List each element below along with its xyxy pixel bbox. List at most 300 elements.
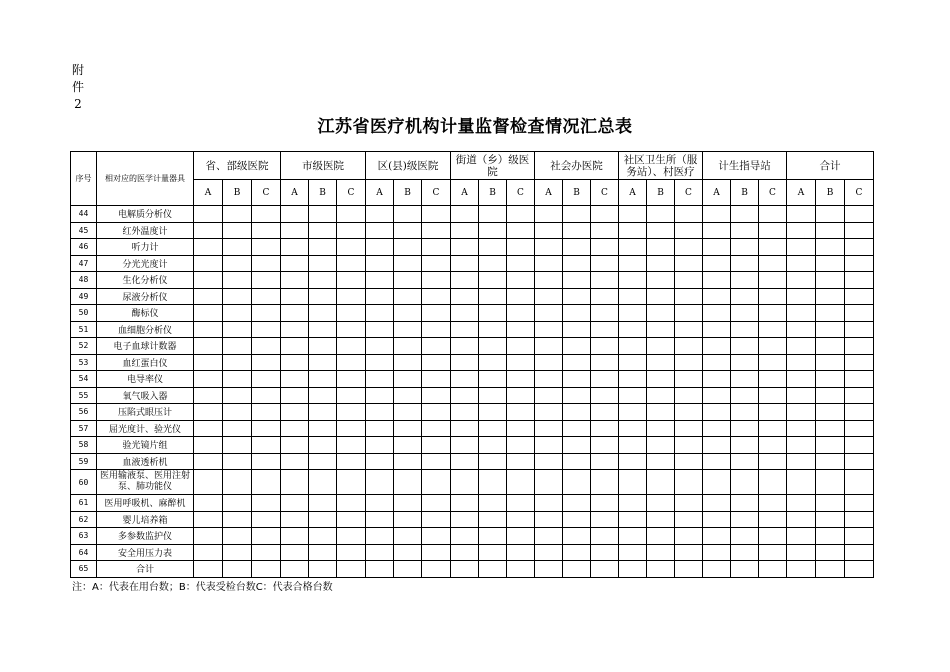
data-cell[interactable] bbox=[619, 206, 647, 223]
data-cell[interactable] bbox=[731, 420, 759, 437]
data-cell[interactable] bbox=[451, 528, 479, 545]
data-cell[interactable] bbox=[309, 528, 337, 545]
data-cell[interactable] bbox=[535, 206, 563, 223]
data-cell[interactable] bbox=[337, 511, 366, 528]
data-cell[interactable] bbox=[703, 255, 731, 272]
data-cell[interactable] bbox=[194, 239, 223, 256]
data-cell[interactable] bbox=[845, 404, 874, 421]
data-cell[interactable] bbox=[479, 305, 507, 322]
data-cell[interactable] bbox=[422, 561, 451, 578]
data-cell[interactable] bbox=[223, 387, 252, 404]
data-cell[interactable] bbox=[479, 404, 507, 421]
data-cell[interactable] bbox=[394, 321, 422, 338]
data-cell[interactable] bbox=[591, 255, 619, 272]
data-cell[interactable] bbox=[535, 470, 563, 495]
data-cell[interactable] bbox=[194, 371, 223, 388]
data-cell[interactable] bbox=[731, 255, 759, 272]
data-cell[interactable] bbox=[337, 305, 366, 322]
data-cell[interactable] bbox=[422, 387, 451, 404]
data-cell[interactable] bbox=[731, 561, 759, 578]
data-cell[interactable] bbox=[647, 354, 675, 371]
data-cell[interactable] bbox=[731, 321, 759, 338]
data-cell[interactable] bbox=[281, 561, 309, 578]
data-cell[interactable] bbox=[366, 453, 394, 470]
data-cell[interactable] bbox=[281, 453, 309, 470]
data-cell[interactable] bbox=[816, 544, 845, 561]
data-cell[interactable] bbox=[252, 321, 281, 338]
data-cell[interactable] bbox=[451, 255, 479, 272]
data-cell[interactable] bbox=[816, 561, 845, 578]
data-cell[interactable] bbox=[422, 453, 451, 470]
data-cell[interactable] bbox=[675, 544, 703, 561]
data-cell[interactable] bbox=[816, 222, 845, 239]
data-cell[interactable] bbox=[591, 305, 619, 322]
data-cell[interactable] bbox=[337, 453, 366, 470]
data-cell[interactable] bbox=[394, 470, 422, 495]
data-cell[interactable] bbox=[563, 437, 591, 454]
data-cell[interactable] bbox=[563, 371, 591, 388]
data-cell[interactable] bbox=[591, 206, 619, 223]
data-cell[interactable] bbox=[281, 371, 309, 388]
data-cell[interactable] bbox=[563, 222, 591, 239]
data-cell[interactable] bbox=[563, 288, 591, 305]
data-cell[interactable] bbox=[252, 420, 281, 437]
data-cell[interactable] bbox=[194, 561, 223, 578]
data-cell[interactable] bbox=[647, 321, 675, 338]
data-cell[interactable] bbox=[787, 255, 816, 272]
data-cell[interactable] bbox=[281, 544, 309, 561]
data-cell[interactable] bbox=[394, 420, 422, 437]
data-cell[interactable] bbox=[816, 305, 845, 322]
data-cell[interactable] bbox=[394, 544, 422, 561]
data-cell[interactable] bbox=[563, 495, 591, 512]
data-cell[interactable] bbox=[394, 272, 422, 289]
data-cell[interactable] bbox=[281, 404, 309, 421]
data-cell[interactable] bbox=[563, 453, 591, 470]
data-cell[interactable] bbox=[194, 420, 223, 437]
data-cell[interactable] bbox=[451, 239, 479, 256]
data-cell[interactable] bbox=[194, 272, 223, 289]
data-cell[interactable] bbox=[479, 453, 507, 470]
data-cell[interactable] bbox=[675, 206, 703, 223]
data-cell[interactable] bbox=[309, 338, 337, 355]
data-cell[interactable] bbox=[252, 561, 281, 578]
data-cell[interactable] bbox=[422, 222, 451, 239]
data-cell[interactable] bbox=[422, 239, 451, 256]
data-cell[interactable] bbox=[591, 404, 619, 421]
data-cell[interactable] bbox=[816, 255, 845, 272]
data-cell[interactable] bbox=[507, 305, 535, 322]
data-cell[interactable] bbox=[337, 239, 366, 256]
data-cell[interactable] bbox=[816, 453, 845, 470]
data-cell[interactable] bbox=[647, 222, 675, 239]
data-cell[interactable] bbox=[647, 206, 675, 223]
data-cell[interactable] bbox=[731, 528, 759, 545]
data-cell[interactable] bbox=[309, 470, 337, 495]
data-cell[interactable] bbox=[563, 206, 591, 223]
data-cell[interactable] bbox=[366, 272, 394, 289]
data-cell[interactable] bbox=[591, 288, 619, 305]
data-cell[interactable] bbox=[507, 371, 535, 388]
data-cell[interactable] bbox=[507, 272, 535, 289]
data-cell[interactable] bbox=[394, 239, 422, 256]
data-cell[interactable] bbox=[816, 528, 845, 545]
data-cell[interactable] bbox=[309, 305, 337, 322]
data-cell[interactable] bbox=[816, 371, 845, 388]
data-cell[interactable] bbox=[731, 470, 759, 495]
data-cell[interactable] bbox=[703, 288, 731, 305]
data-cell[interactable] bbox=[759, 305, 787, 322]
data-cell[interactable] bbox=[281, 272, 309, 289]
data-cell[interactable] bbox=[194, 437, 223, 454]
data-cell[interactable] bbox=[194, 338, 223, 355]
data-cell[interactable] bbox=[675, 255, 703, 272]
data-cell[interactable] bbox=[394, 561, 422, 578]
data-cell[interactable] bbox=[759, 206, 787, 223]
data-cell[interactable] bbox=[787, 420, 816, 437]
data-cell[interactable] bbox=[535, 272, 563, 289]
data-cell[interactable] bbox=[759, 495, 787, 512]
data-cell[interactable] bbox=[394, 387, 422, 404]
data-cell[interactable] bbox=[647, 387, 675, 404]
data-cell[interactable] bbox=[845, 239, 874, 256]
data-cell[interactable] bbox=[535, 437, 563, 454]
data-cell[interactable] bbox=[759, 470, 787, 495]
data-cell[interactable] bbox=[394, 354, 422, 371]
data-cell[interactable] bbox=[422, 470, 451, 495]
data-cell[interactable] bbox=[675, 354, 703, 371]
data-cell[interactable] bbox=[252, 305, 281, 322]
data-cell[interactable] bbox=[787, 288, 816, 305]
data-cell[interactable] bbox=[703, 437, 731, 454]
data-cell[interactable] bbox=[563, 404, 591, 421]
data-cell[interactable] bbox=[366, 470, 394, 495]
data-cell[interactable] bbox=[422, 528, 451, 545]
data-cell[interactable] bbox=[422, 495, 451, 512]
data-cell[interactable] bbox=[787, 528, 816, 545]
data-cell[interactable] bbox=[194, 321, 223, 338]
data-cell[interactable] bbox=[591, 338, 619, 355]
data-cell[interactable] bbox=[422, 354, 451, 371]
data-cell[interactable] bbox=[845, 387, 874, 404]
data-cell[interactable] bbox=[394, 404, 422, 421]
data-cell[interactable] bbox=[647, 305, 675, 322]
data-cell[interactable] bbox=[281, 288, 309, 305]
data-cell[interactable] bbox=[479, 239, 507, 256]
data-cell[interactable] bbox=[816, 511, 845, 528]
data-cell[interactable] bbox=[675, 272, 703, 289]
data-cell[interactable] bbox=[731, 544, 759, 561]
data-cell[interactable] bbox=[787, 404, 816, 421]
data-cell[interactable] bbox=[703, 528, 731, 545]
data-cell[interactable] bbox=[759, 239, 787, 256]
data-cell[interactable] bbox=[252, 404, 281, 421]
data-cell[interactable] bbox=[422, 338, 451, 355]
data-cell[interactable] bbox=[394, 338, 422, 355]
data-cell[interactable] bbox=[309, 222, 337, 239]
data-cell[interactable] bbox=[252, 288, 281, 305]
data-cell[interactable] bbox=[507, 387, 535, 404]
data-cell[interactable] bbox=[366, 544, 394, 561]
data-cell[interactable] bbox=[194, 354, 223, 371]
data-cell[interactable] bbox=[507, 528, 535, 545]
data-cell[interactable] bbox=[845, 354, 874, 371]
data-cell[interactable] bbox=[787, 371, 816, 388]
data-cell[interactable] bbox=[479, 470, 507, 495]
data-cell[interactable] bbox=[703, 371, 731, 388]
data-cell[interactable] bbox=[507, 288, 535, 305]
data-cell[interactable] bbox=[845, 305, 874, 322]
data-cell[interactable] bbox=[223, 288, 252, 305]
data-cell[interactable] bbox=[281, 206, 309, 223]
data-cell[interactable] bbox=[563, 544, 591, 561]
data-cell[interactable] bbox=[816, 354, 845, 371]
data-cell[interactable] bbox=[451, 470, 479, 495]
data-cell[interactable] bbox=[366, 495, 394, 512]
data-cell[interactable] bbox=[309, 321, 337, 338]
data-cell[interactable] bbox=[787, 544, 816, 561]
data-cell[interactable] bbox=[563, 470, 591, 495]
data-cell[interactable] bbox=[845, 272, 874, 289]
data-cell[interactable] bbox=[422, 420, 451, 437]
data-cell[interactable] bbox=[366, 561, 394, 578]
data-cell[interactable] bbox=[647, 338, 675, 355]
data-cell[interactable] bbox=[759, 338, 787, 355]
data-cell[interactable] bbox=[816, 321, 845, 338]
data-cell[interactable] bbox=[337, 338, 366, 355]
data-cell[interactable] bbox=[759, 437, 787, 454]
data-cell[interactable] bbox=[619, 239, 647, 256]
data-cell[interactable] bbox=[787, 321, 816, 338]
data-cell[interactable] bbox=[223, 255, 252, 272]
data-cell[interactable] bbox=[479, 420, 507, 437]
data-cell[interactable] bbox=[337, 404, 366, 421]
data-cell[interactable] bbox=[845, 338, 874, 355]
data-cell[interactable] bbox=[309, 387, 337, 404]
data-cell[interactable] bbox=[309, 255, 337, 272]
data-cell[interactable] bbox=[366, 338, 394, 355]
data-cell[interactable] bbox=[675, 561, 703, 578]
data-cell[interactable] bbox=[507, 511, 535, 528]
data-cell[interactable] bbox=[366, 371, 394, 388]
data-cell[interactable] bbox=[309, 453, 337, 470]
data-cell[interactable] bbox=[281, 387, 309, 404]
data-cell[interactable] bbox=[816, 272, 845, 289]
data-cell[interactable] bbox=[703, 387, 731, 404]
data-cell[interactable] bbox=[309, 437, 337, 454]
data-cell[interactable] bbox=[281, 321, 309, 338]
data-cell[interactable] bbox=[394, 255, 422, 272]
data-cell[interactable] bbox=[451, 511, 479, 528]
data-cell[interactable] bbox=[759, 255, 787, 272]
data-cell[interactable] bbox=[422, 437, 451, 454]
data-cell[interactable] bbox=[675, 437, 703, 454]
data-cell[interactable] bbox=[281, 255, 309, 272]
data-cell[interactable] bbox=[816, 470, 845, 495]
data-cell[interactable] bbox=[535, 561, 563, 578]
data-cell[interactable] bbox=[845, 511, 874, 528]
data-cell[interactable] bbox=[787, 338, 816, 355]
data-cell[interactable] bbox=[619, 404, 647, 421]
data-cell[interactable] bbox=[563, 338, 591, 355]
data-cell[interactable] bbox=[507, 453, 535, 470]
data-cell[interactable] bbox=[675, 528, 703, 545]
data-cell[interactable] bbox=[591, 453, 619, 470]
data-cell[interactable] bbox=[366, 404, 394, 421]
data-cell[interactable] bbox=[675, 511, 703, 528]
data-cell[interactable] bbox=[337, 437, 366, 454]
data-cell[interactable] bbox=[535, 453, 563, 470]
data-cell[interactable] bbox=[451, 404, 479, 421]
data-cell[interactable] bbox=[223, 371, 252, 388]
data-cell[interactable] bbox=[223, 305, 252, 322]
data-cell[interactable] bbox=[619, 561, 647, 578]
data-cell[interactable] bbox=[281, 495, 309, 512]
data-cell[interactable] bbox=[337, 544, 366, 561]
data-cell[interactable] bbox=[394, 437, 422, 454]
data-cell[interactable] bbox=[366, 255, 394, 272]
data-cell[interactable] bbox=[647, 544, 675, 561]
data-cell[interactable] bbox=[731, 495, 759, 512]
data-cell[interactable] bbox=[507, 561, 535, 578]
data-cell[interactable] bbox=[591, 222, 619, 239]
data-cell[interactable] bbox=[703, 321, 731, 338]
data-cell[interactable] bbox=[309, 272, 337, 289]
data-cell[interactable] bbox=[816, 420, 845, 437]
data-cell[interactable] bbox=[507, 544, 535, 561]
data-cell[interactable] bbox=[309, 239, 337, 256]
data-cell[interactable] bbox=[591, 387, 619, 404]
data-cell[interactable] bbox=[647, 437, 675, 454]
data-cell[interactable] bbox=[479, 288, 507, 305]
data-cell[interactable] bbox=[451, 387, 479, 404]
data-cell[interactable] bbox=[563, 420, 591, 437]
data-cell[interactable] bbox=[703, 206, 731, 223]
data-cell[interactable] bbox=[309, 404, 337, 421]
data-cell[interactable] bbox=[451, 206, 479, 223]
data-cell[interactable] bbox=[223, 528, 252, 545]
data-cell[interactable] bbox=[223, 354, 252, 371]
data-cell[interactable] bbox=[252, 354, 281, 371]
data-cell[interactable] bbox=[703, 511, 731, 528]
data-cell[interactable] bbox=[787, 470, 816, 495]
data-cell[interactable] bbox=[591, 561, 619, 578]
data-cell[interactable] bbox=[731, 354, 759, 371]
data-cell[interactable] bbox=[337, 420, 366, 437]
data-cell[interactable] bbox=[759, 371, 787, 388]
data-cell[interactable] bbox=[394, 528, 422, 545]
data-cell[interactable] bbox=[563, 354, 591, 371]
data-cell[interactable] bbox=[507, 404, 535, 421]
data-cell[interactable] bbox=[647, 239, 675, 256]
data-cell[interactable] bbox=[703, 222, 731, 239]
data-cell[interactable] bbox=[535, 495, 563, 512]
data-cell[interactable] bbox=[507, 495, 535, 512]
data-cell[interactable] bbox=[252, 511, 281, 528]
data-cell[interactable] bbox=[845, 470, 874, 495]
data-cell[interactable] bbox=[422, 272, 451, 289]
data-cell[interactable] bbox=[223, 404, 252, 421]
data-cell[interactable] bbox=[252, 544, 281, 561]
data-cell[interactable] bbox=[535, 321, 563, 338]
data-cell[interactable] bbox=[731, 239, 759, 256]
data-cell[interactable] bbox=[451, 420, 479, 437]
data-cell[interactable] bbox=[647, 288, 675, 305]
data-cell[interactable] bbox=[675, 321, 703, 338]
data-cell[interactable] bbox=[337, 321, 366, 338]
data-cell[interactable] bbox=[591, 495, 619, 512]
data-cell[interactable] bbox=[845, 544, 874, 561]
data-cell[interactable] bbox=[845, 255, 874, 272]
data-cell[interactable] bbox=[675, 404, 703, 421]
data-cell[interactable] bbox=[563, 239, 591, 256]
data-cell[interactable] bbox=[479, 272, 507, 289]
data-cell[interactable] bbox=[479, 561, 507, 578]
data-cell[interactable] bbox=[759, 511, 787, 528]
data-cell[interactable] bbox=[816, 206, 845, 223]
data-cell[interactable] bbox=[787, 453, 816, 470]
data-cell[interactable] bbox=[535, 420, 563, 437]
data-cell[interactable] bbox=[223, 239, 252, 256]
data-cell[interactable] bbox=[194, 404, 223, 421]
data-cell[interactable] bbox=[816, 437, 845, 454]
data-cell[interactable] bbox=[337, 206, 366, 223]
data-cell[interactable] bbox=[816, 288, 845, 305]
data-cell[interactable] bbox=[591, 470, 619, 495]
data-cell[interactable] bbox=[507, 338, 535, 355]
data-cell[interactable] bbox=[787, 222, 816, 239]
data-cell[interactable] bbox=[787, 511, 816, 528]
data-cell[interactable] bbox=[394, 288, 422, 305]
data-cell[interactable] bbox=[647, 272, 675, 289]
data-cell[interactable] bbox=[563, 321, 591, 338]
data-cell[interactable] bbox=[563, 561, 591, 578]
data-cell[interactable] bbox=[647, 255, 675, 272]
data-cell[interactable] bbox=[759, 288, 787, 305]
data-cell[interactable] bbox=[479, 206, 507, 223]
data-cell[interactable] bbox=[422, 404, 451, 421]
data-cell[interactable] bbox=[422, 511, 451, 528]
data-cell[interactable] bbox=[787, 437, 816, 454]
data-cell[interactable] bbox=[422, 288, 451, 305]
data-cell[interactable] bbox=[252, 206, 281, 223]
data-cell[interactable] bbox=[309, 561, 337, 578]
data-cell[interactable] bbox=[451, 288, 479, 305]
data-cell[interactable] bbox=[337, 561, 366, 578]
data-cell[interactable] bbox=[535, 404, 563, 421]
data-cell[interactable] bbox=[451, 354, 479, 371]
data-cell[interactable] bbox=[337, 255, 366, 272]
data-cell[interactable] bbox=[479, 387, 507, 404]
data-cell[interactable] bbox=[252, 470, 281, 495]
data-cell[interactable] bbox=[507, 206, 535, 223]
data-cell[interactable] bbox=[816, 387, 845, 404]
data-cell[interactable] bbox=[507, 354, 535, 371]
data-cell[interactable] bbox=[479, 437, 507, 454]
data-cell[interactable] bbox=[563, 528, 591, 545]
data-cell[interactable] bbox=[451, 544, 479, 561]
data-cell[interactable] bbox=[731, 404, 759, 421]
data-cell[interactable] bbox=[451, 561, 479, 578]
data-cell[interactable] bbox=[619, 528, 647, 545]
data-cell[interactable] bbox=[647, 371, 675, 388]
data-cell[interactable] bbox=[703, 561, 731, 578]
data-cell[interactable] bbox=[535, 511, 563, 528]
data-cell[interactable] bbox=[281, 437, 309, 454]
data-cell[interactable] bbox=[619, 338, 647, 355]
data-cell[interactable] bbox=[759, 453, 787, 470]
data-cell[interactable] bbox=[309, 354, 337, 371]
